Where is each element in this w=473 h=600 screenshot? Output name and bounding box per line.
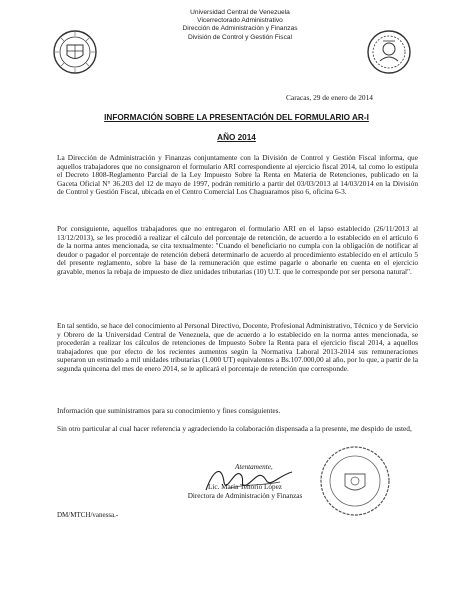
header-division: División de Control y Gestión Fiscal <box>187 33 293 41</box>
paragraph-3: En tal sentido, se hace del conocimiento al Personal Directivo, Docente, Profesional Administrativo, Técnico y de Servicio y Obrero de la Universidad Central de Venezuela, que de acuerdo a lo establecido en la norma antes mencionada, se procederán a realizar los cálculos de retenciones de Impuesto Sobre la Renta para el ejercicio fiscal 2014, a aquellos trabajadores que por efecto de los recientes aumentos según la Normativa Laboral 2013-2014 sus remuneraciones superaron un estimado a mil unidades tributarias (1.000 UT) equivalentes a Bs.107.000,00 al año, por lo que, a partir de la segunda quincena del mes de enero 2014, se le aplicará el porcentaje de retención que corresponde. <box>57 321 418 373</box>
closing-salutation: Atentamente, <box>235 463 273 471</box>
official-stamp <box>318 444 392 518</box>
header-direccion: Dirección de Administración y Finanzas <box>182 25 298 33</box>
direction-seal-logo <box>366 29 412 75</box>
paragraph-4: Información que suministramos para su conocimiento y fines consiguientes. <box>57 406 281 415</box>
signer-position: Directora de Administración y Finanzas <box>187 491 303 500</box>
paragraph-1: La Dirección de Administración y Finanzas conjuntamente con la División de Control y Gestión Fiscal informa, que aquellos trabajadores que no consignaron el formulario ARI correspondiente al ejercicio fiscal 2014, tal como lo estipula el Decreto 1808-Reglamento Parcial de la Ley Impuesto Sobre la Renta en Materia de Retenciones, publicado en la Gaceta Oficial N° 36.203 del 12 de mayo de 1997, podrán remitirlo a partir del 03/03/2013 al 14/03/2014 en la División de Control y Gestión Fiscal, ubicada en el Centro Comercial Los Chaguaramos piso 6, oficina 6-3. <box>57 153 418 197</box>
header-vicerrectorado: Vicerrectorado Administrativo <box>197 17 283 25</box>
paragraph-2: Por consiguiente, aquellos trabajadores que no entregaron el formulario ARI en el lapso establecido (26/11/2013 al 13/12/2013), se les procedió a realizar el cálculo del porcentaje de retención, de acuerdo a lo establecido en el artículo 6 de la norma antes mencionada, se cita textualmente: "Cuando el beneficiario no cumpla con la obligación de notificar al deudor o pagador el porcentaje de retención deberá determinarlo de acuerdo al procedimiento establecido en el artículo 5 del presente reglamento, sobre la base de la remuneración que estime pagarle o abonarle en cuenta en el ejercicio gravable, menos la rebaja de impuesto de diez unidades tributarias (10) U.T. que le corresponde por ser persona natural". <box>57 224 418 276</box>
document-title: INFORMACIÓN SOBRE LA PRESENTACIÓN DEL FORMULARIO AR-I <box>104 113 369 122</box>
signer-name: Lic. María Tenorio López <box>207 483 282 491</box>
header-university: Universidad Central de Venezuela <box>190 9 290 16</box>
signature-block <box>165 483 325 500</box>
reference-initials: DM/MTCH/vanessa.- <box>57 511 119 519</box>
letterhead <box>120 9 360 42</box>
place-date: Caracas, 29 de enero de 2014 <box>285 93 373 102</box>
paragraph-5: Sin otro particular al cual hacer referencia y agradeciendo la colaboración dispensada a la presente, me despido de usted, <box>57 424 412 433</box>
year-title: AÑO 2014 <box>217 133 256 142</box>
ucv-seal-logo <box>52 29 98 75</box>
